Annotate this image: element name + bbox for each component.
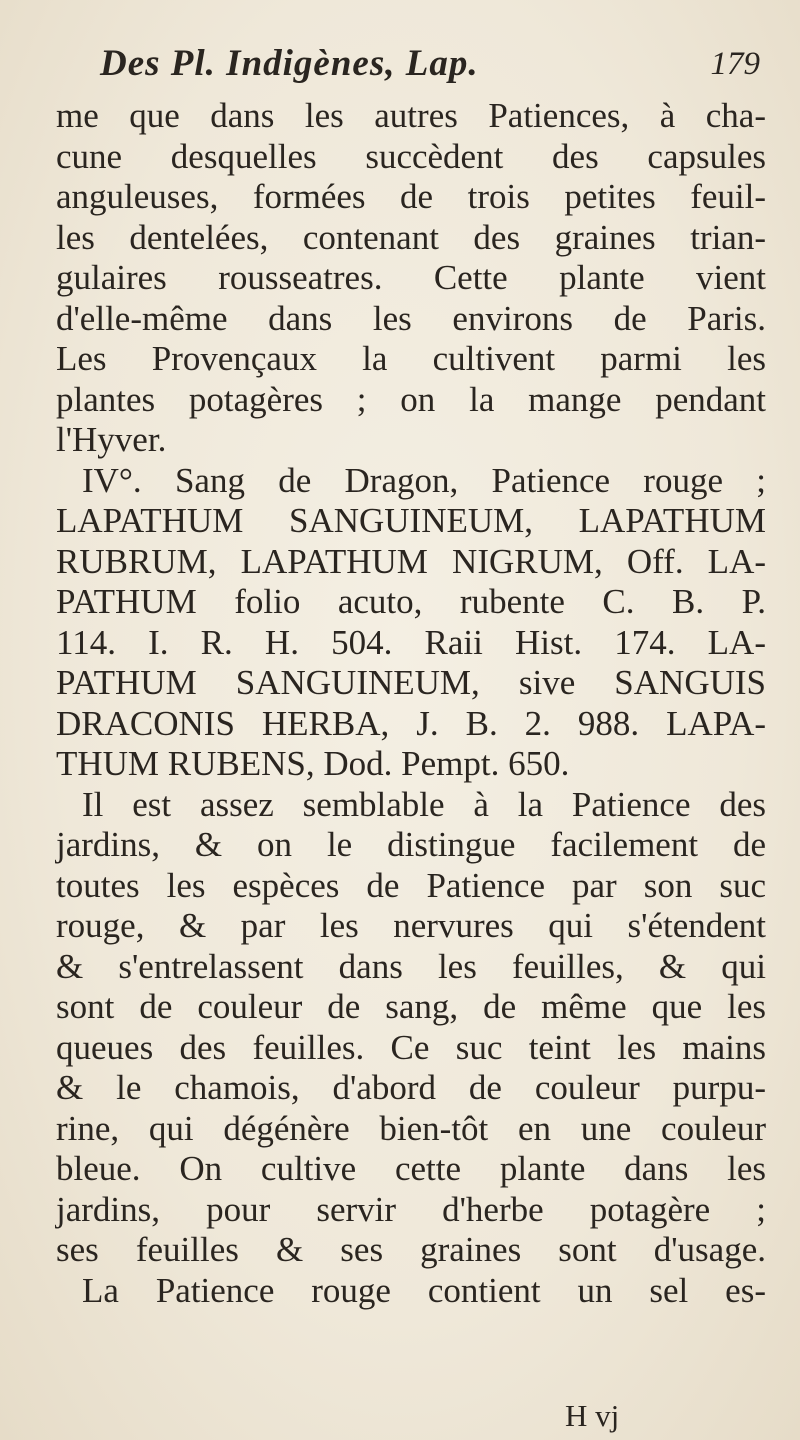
text-line: Il est assez semblable à la Patience des [82,784,766,824]
text-line: DRACONIS HERBA, J. B. 2. 988. LAPA- [56,703,766,743]
text-line: cune desquelles succèdent des capsules [56,136,766,176]
text-line: jardins, & on le distingue facilement de [56,825,766,864]
body-text [56,96,766,1311]
text-line: toutes les espèces de Patience par son suc [56,865,766,905]
text-line: PATHUM SANGUINEUM, sive SANGUIS [56,663,766,702]
text-line: jardins, pour servir d'herbe potagère ; [56,1189,766,1229]
text-line: me que dans les autres Patiences, à cha- [56,96,766,135]
text-line: gulaires rousseatres. Cette plante vient [56,258,766,297]
text-line: THUM RUBENS, Dod. Pempt. 650. [56,744,570,783]
text-line: La Patience rouge contient un sel es- [82,1270,766,1310]
text-line: IV°. Sang de Dragon, Patience rouge ; [82,460,766,500]
text-line: rouge, & par les nervures qui s'étendent [56,906,766,945]
text-line: rine, qui dégénère bien-tôt en une couleur [56,1108,766,1148]
page-number: 179 [710,46,760,82]
text-line: l'Hyver. [56,420,167,459]
text-line: queues des feuilles. Ce suc teint les mains [56,1027,766,1067]
text-line: anguleuses, formées de trois petites feuil- [56,177,766,216]
page-header [100,42,760,94]
text-line: d'elle-même dans les environs de Paris. [56,298,766,338]
text-line: Les Provençaux la cultivent parmi les [56,339,766,378]
text-line: bleue. On cultive cette plante dans les [56,1149,766,1188]
text-line: les dentelées, contenant des graines trian- [56,217,766,257]
text-line: RUBRUM, LAPATHUM NIGRUM, Off. LA- [56,541,766,581]
text-line: PATHUM folio acuto, rubente C. B. P. [56,582,766,621]
text-line: plantes potagères ; on la mange pendant [56,379,766,419]
signature-mark: H vj [565,1398,620,1433]
text-line: & le chamois, d'abord de couleur purpu- [56,1068,766,1107]
text-line: & s'entrelassent dans les feuilles, & qui [56,946,766,986]
text-line: LAPATHUM SANGUINEUM, LAPATHUM [56,501,766,540]
text-line: 114. I. R. H. 504. Raii Hist. 174. LA- [56,622,766,662]
running-head: Des Pl. Indigènes, Lap. [100,43,479,84]
text-line: ses feuilles & ses graines sont d'usage. [56,1230,766,1269]
text-line: sont de couleur de sang, de même que les [56,987,766,1026]
